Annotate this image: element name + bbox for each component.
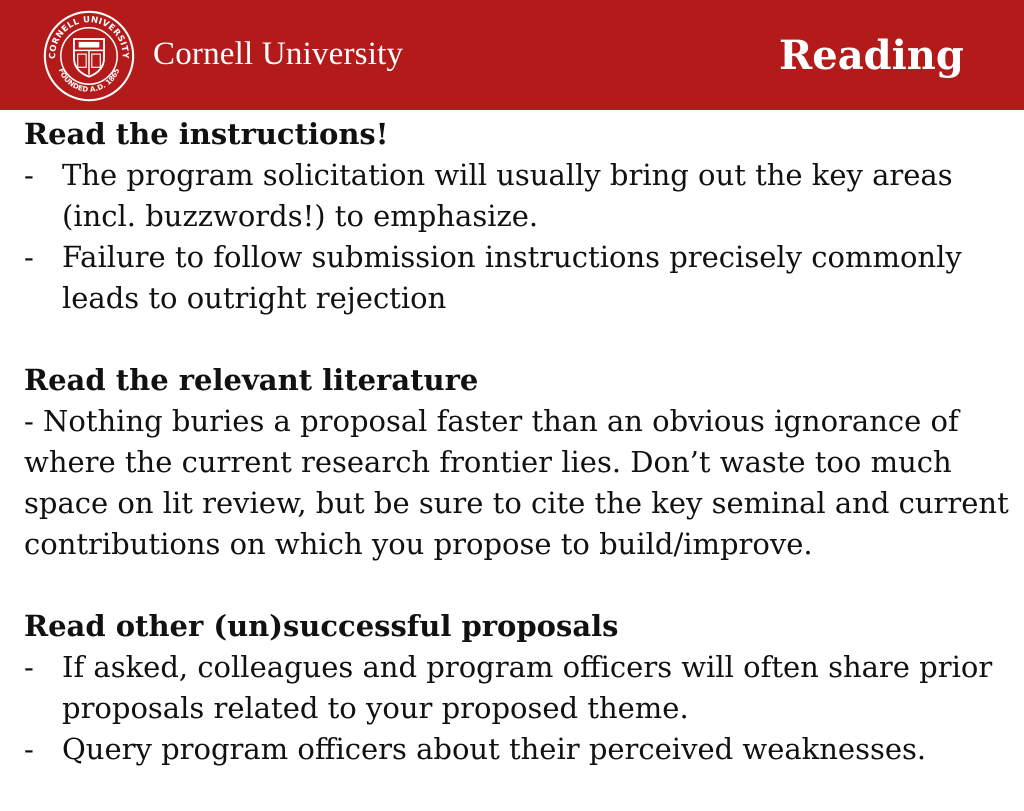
section-heading: Read the relevant literature — [24, 363, 479, 397]
bullet-dash: - — [24, 650, 34, 684]
bullet-text: The program solicitation will usually bring out the key areas (incl. buzzwords!) to emphasize. — [62, 158, 953, 233]
header-bar — [0, 0, 1024, 110]
bullet-text: If asked, colleagues and program officers will often share prior proposals related to your proposed theme. — [62, 650, 993, 725]
bullet-item — [24, 237, 1014, 319]
bullet-text: Failure to follow submission instructions precisely commonly leads to outright rejection — [62, 240, 962, 315]
cornell-wordmark: Cornell University — [153, 36, 404, 72]
seal-ring-text: CORNELL UNIVERSITY — [47, 14, 131, 59]
section-literature — [24, 360, 1014, 565]
section-heading: Read other (un)successful proposals — [24, 609, 619, 643]
section-heading: Read the instructions! — [24, 117, 389, 151]
slide-body — [24, 114, 1014, 811]
bullet-dash: - — [24, 158, 34, 192]
section-paragraph: - Nothing buries a proposal faster than an obvious ignorance of where the current research frontier lies. Don’t waste too much space on lit review, but be sure to cite the key seminal and current contributions on which you propose to build/improve. — [24, 404, 1009, 561]
slide-title: Reading — [779, 32, 964, 79]
bullet-item — [24, 729, 1014, 770]
seal-founded-text: FOUNDED A.D. 1865 — [56, 66, 122, 94]
cornell-seal-icon — [42, 9, 136, 103]
bullet-item — [24, 647, 1014, 729]
bullet-text: Query program officers about their perceived weaknesses. — [62, 732, 927, 766]
section-instructions — [24, 114, 1014, 319]
bullet-dash: - — [24, 240, 34, 274]
bullet-item — [24, 155, 1014, 237]
bullet-dash: - — [24, 732, 34, 766]
section-proposals — [24, 606, 1014, 770]
